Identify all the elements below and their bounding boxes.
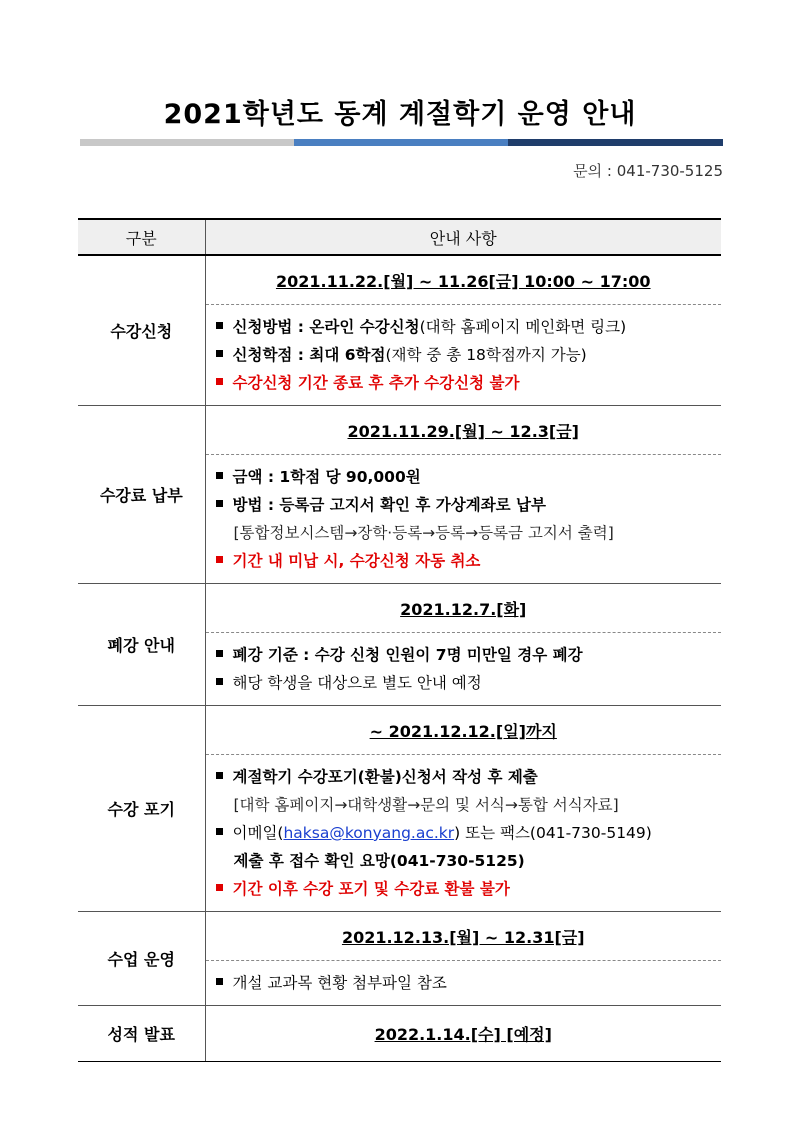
row-category: 수업 운영: [78, 912, 205, 1006]
square-bullet-icon: [216, 650, 223, 657]
square-bullet-icon: [216, 772, 223, 779]
list-item-note: 제출 후 접수 확인 요망(041-730-5125): [233, 852, 525, 870]
schedule-table: [78, 218, 721, 1062]
list-item: 개설 교과목 현황 첨부파일 참조: [216, 969, 722, 997]
table-row: [78, 255, 721, 406]
row-category: 성적 발표: [78, 1006, 205, 1062]
title-underline-blue: [294, 139, 508, 146]
square-bullet-icon: [216, 378, 223, 385]
list-item: 폐강 기준 : 수강 신청 인원이 7명 미만일 경우 폐강: [216, 641, 722, 669]
list-item: 계절학기 수강포기(환불)신청서 작성 후 제출: [216, 763, 722, 791]
warning-item: 기간 내 미납 시, 수강신청 자동 취소: [216, 547, 722, 575]
row-content: [205, 706, 721, 912]
title-underline-gray: [80, 139, 294, 146]
table-row: [78, 706, 721, 912]
list-item: 금액 : 1학점 당 90,000원: [216, 463, 722, 491]
table-row: [78, 584, 721, 706]
row-date: 2021.11.22.[월] ~ 11.26[금] 10:00 ~ 17:00: [206, 256, 722, 305]
table-row: [78, 1006, 721, 1062]
row-category: 수강료 납부: [78, 406, 205, 584]
list-item-note: [대학 홈페이지→대학생활→문의 및 서식→통합 서식자료]: [233, 796, 619, 814]
header-category: 구분: [78, 219, 205, 255]
list-item-note: [통합정보시스템→장학·등록→등록→등록금 고지서 출력]: [233, 524, 614, 542]
row-content: [205, 912, 721, 1006]
page-title: 2021학년도 동계 계절학기 운영 안내: [163, 99, 637, 130]
row-category: 수강신청: [78, 255, 205, 406]
warning-item: 수강신청 기간 종료 후 추가 수강신청 불가: [216, 369, 722, 397]
row-date: ~ 2021.12.12.[일]까지: [206, 706, 722, 755]
list-item: 방법 : 등록금 고지서 확인 후 가상계좌로 납부: [216, 491, 722, 519]
list-item: 신청방법 : 온라인 수강신청(대학 홈페이지 메인화면 링크): [216, 313, 722, 341]
row-content: [205, 406, 721, 584]
square-bullet-icon: [216, 472, 223, 479]
row-date: 2021.12.13.[월] ~ 12.31[금]: [206, 912, 722, 961]
warning-item: 기간 이후 수강 포기 및 수강료 환불 불가: [216, 875, 722, 903]
list-item: 신청학점 : 최대 6학점(재학 중 총 18학점까지 가능): [216, 341, 722, 369]
row-content: [205, 584, 721, 706]
square-bullet-icon: [216, 678, 223, 685]
row-date: 2021.12.7.[화]: [206, 584, 722, 633]
list-item: 이메일(haksa@konyang.ac.kr) 또는 팩스(041-730-5149): [216, 819, 722, 847]
table-row: [78, 912, 721, 1006]
table-header-row: [78, 219, 721, 255]
row-category: 수강 포기: [78, 706, 205, 912]
square-bullet-icon: [216, 556, 223, 563]
row-content: [205, 1006, 721, 1062]
contact-info: 문의 : 041-730-5125: [573, 162, 723, 180]
square-bullet-icon: [216, 322, 223, 329]
list-item: 해당 학생을 대상으로 별도 안내 예정: [216, 669, 722, 697]
header-details: 안내 사항: [205, 219, 721, 255]
row-category: 폐강 안내: [78, 584, 205, 706]
square-bullet-icon: [216, 828, 223, 835]
row-content: [205, 255, 721, 406]
square-bullet-icon: [216, 350, 223, 357]
table-row: [78, 406, 721, 584]
row-date: 2021.11.29.[월] ~ 12.3[금]: [206, 406, 722, 455]
email-link[interactable]: haksa@konyang.ac.kr: [283, 824, 455, 842]
square-bullet-icon: [216, 884, 223, 891]
title-underline-navy: [508, 139, 723, 146]
square-bullet-icon: [216, 500, 223, 507]
row-date: 2022.1.14.[수] [예정]: [374, 1025, 552, 1044]
square-bullet-icon: [216, 978, 223, 985]
